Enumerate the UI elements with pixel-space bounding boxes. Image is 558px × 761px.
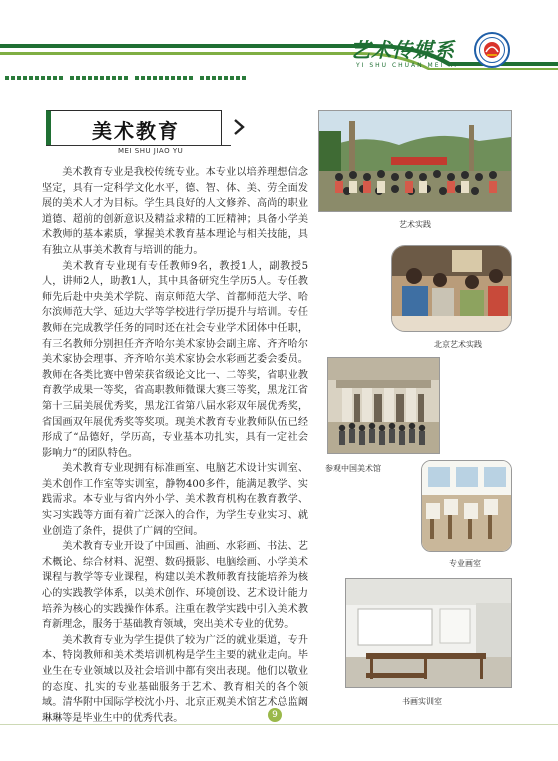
paragraph: 美术教育专业是我校传统专业。本专业以培养理想信念坚定，具有一定科学文化水平，德、智、体、美、劳全面发展的美术人才为目标。学生具良好的人文修养、高尚的职业道德、超前的创新意识及精益求精的工匠精神；具备小学美术教师的基本素质，掌握美术教育基本理论与相关技能，具有独立从事美术教育与培训的能力。 xyxy=(42,167,308,256)
school-logo-icon xyxy=(474,32,510,68)
photo-professional-studio xyxy=(421,460,512,552)
photo-caption: 北京艺术实践 xyxy=(434,340,482,349)
paragraph: 美术教育专业开设了中国画、油画、水彩画、书法、艺术概论、综合材料、泥塑、数码摄影、电脑绘画、小学美术课程与教学等专业课程，构建以美术教师教育技能培养为核心的实践教学体系，以美术创作、环境创设、艺术设计能力培养为核心的实践操作体系。注重在教学实践中引入美术教育新理念，服务于基础教育领域，突出美术专业的优势。 xyxy=(42,541,308,631)
photo-national-art-museum xyxy=(327,357,440,454)
brand-title: 艺术传媒系 xyxy=(350,38,455,62)
photo-caption: 书画实训室 xyxy=(402,697,442,706)
photo-caption: 艺术实践 xyxy=(399,220,431,229)
section-pinyin: MEI SHU JIAO YU xyxy=(118,147,184,155)
photo-beijing-practice xyxy=(391,245,512,332)
article-body xyxy=(42,165,308,726)
paragraph: 美术教育专业为学生提供了较为广泛的就业渠道，专升本、特岗教师和美术类培训机构是学生主要的就业走向。毕业生在专业领域以及社会培训中都有突出表现。他们以敬业的态度、扎实的专业基础服务于艺术、教育相关的各个领域。清华附中国际学校沈小丹、北京正观美术馆艺术总监阚琳琳等是毕业生中的优秀代表。 xyxy=(42,634,308,724)
section-title: 美术教育 xyxy=(92,119,180,143)
header-dot-pattern xyxy=(4,66,304,78)
footer-line xyxy=(0,724,558,725)
section-title-box xyxy=(46,110,222,146)
brand-subtitle: YI SHU CHUAN MEI XI xyxy=(356,62,459,69)
paragraph: 美术教育专业现拥有标准画室、电脑艺术设计实训室、美术创作工作室等实训室，静物400多件，能满足教学、实践需求。本专业与省内外小学、美术教育机构在教育教学、实习实践等方面有着广泛深入的合作，为学生专业实习、就业创造了条件，提供了广阔的空间。 xyxy=(42,463,308,537)
page-number: 9 xyxy=(268,708,282,722)
photo-art-practice xyxy=(318,110,512,212)
title-underline xyxy=(46,145,231,146)
photo-caption: 参观中国美术馆 xyxy=(325,464,381,473)
photo-calligraphy-room xyxy=(345,578,512,688)
paragraph: 美术教育专业现有专任教师9名，教授1人，副教授5人，讲师2人，助教1人，其中具备研究生学历5人。专任教师先后赴中央美术学院、南京师范大学、首都师范大学、哈尔滨师范大学、延边大学等学校进行学历提升与培训。专任教师在完成教学任务的同时还在社会专业学术团体中任职，有三名教师分别担任齐齐哈尔美术家协会副主席、齐齐哈尔美术家协会理事、齐齐哈尔美术家协会水彩画艺委会委员。教师在各类比赛中曾荣获省级论文比一、二等奖，省职业教育教学成果一等奖，省高职教师微课大赛三等奖，黑龙江省第十三届美展优秀奖，黑龙江省第八届水彩双年展优秀奖，省国画双年展优秀奖等奖项。现美术教育专业教师队伍已经形成了“品德好，学历高，专业基本功扎实，具有一定社会影响力”的团队特色。 xyxy=(42,260,308,459)
photo-caption: 专业画室 xyxy=(449,559,481,568)
chevron-right-icon xyxy=(232,118,246,136)
